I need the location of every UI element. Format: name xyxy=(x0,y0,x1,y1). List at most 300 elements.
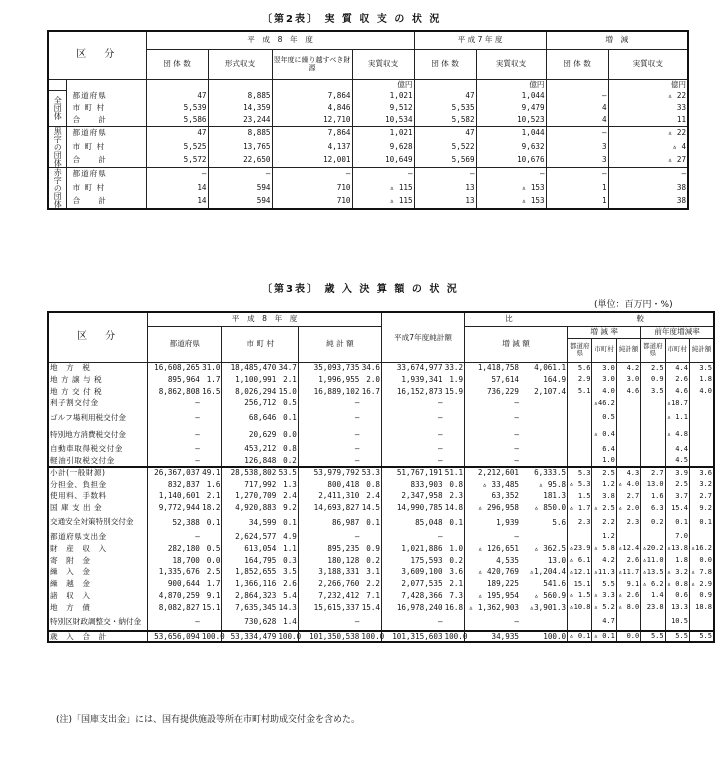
t3-cell: 1,939 xyxy=(496,517,519,527)
t3-header-zogengaku: 増 減 額 xyxy=(465,326,568,362)
t3-cell: 2.6 xyxy=(665,374,689,386)
t3-cell: 5.5 xyxy=(641,631,665,643)
t3-cell: 2.9 xyxy=(568,374,592,386)
t3-cell xyxy=(360,409,381,426)
t3-cell: ▵11.7 xyxy=(616,566,640,578)
t3-cell: 2.6 xyxy=(616,555,640,567)
t3-cell: 2.5 xyxy=(592,467,616,479)
t3-cell xyxy=(568,455,592,467)
t3-cell: 1,100,991 xyxy=(235,374,277,384)
t3-cell: — xyxy=(514,429,519,439)
t3-cell: 0.6 xyxy=(665,590,689,602)
t3-cell: 3.0 xyxy=(592,362,616,374)
t3-cell: ▵ 4.0 xyxy=(616,479,640,491)
t3-cell: 16,608,265 xyxy=(154,363,200,373)
t2-cell: 5,582 xyxy=(414,114,476,126)
t3-cell xyxy=(444,443,465,455)
t3-cell: 15.1 xyxy=(202,602,221,612)
t3-cell: 9.1 xyxy=(616,578,640,590)
t2-cell: 5,586 xyxy=(146,114,208,126)
t3-cell xyxy=(641,397,665,409)
table-row xyxy=(48,566,714,578)
table-row xyxy=(48,543,714,555)
t3-cell xyxy=(616,455,640,467)
t3-cell: 1,270,709 xyxy=(235,491,277,501)
t2-cell: 4,137 xyxy=(272,140,352,154)
t2-cell: 1,044 xyxy=(476,126,546,140)
t3-cell: — xyxy=(514,398,519,408)
t2-header-jisshitsu-zogen: 実質収支 xyxy=(608,49,688,79)
t2-row-label: 合 計 xyxy=(66,114,146,126)
t3-cell: 85,048 xyxy=(415,517,443,527)
t3-cell: ▵ 6.2 xyxy=(641,578,665,590)
t2-cell: 23,244 xyxy=(208,114,272,126)
t3-cell: ▵3,901.3 xyxy=(520,602,568,614)
t3-cell: 15.9 xyxy=(444,386,464,396)
t3-row-label: 軽油引取税交付金 xyxy=(48,455,148,467)
t3-cell: 2.1 xyxy=(444,578,465,590)
t3-cell: — xyxy=(354,532,360,542)
t2-header-dantai: 団 体 数 xyxy=(146,49,208,79)
t3-cell: 15,615,337 xyxy=(313,602,360,612)
t3-cell: 5.4 xyxy=(277,590,298,602)
t3-cell: — xyxy=(195,412,200,422)
t3-cell: 1.6 xyxy=(201,479,222,491)
table-row xyxy=(48,397,714,409)
t3-cell: 900,644 xyxy=(167,579,200,589)
t3-cell: 6.4 xyxy=(592,443,616,455)
table-row xyxy=(48,467,714,479)
t3-cell: 18,485,470 xyxy=(230,363,277,373)
t3-cell: — xyxy=(437,532,443,542)
t3-cell: 16.5 xyxy=(202,386,221,396)
t3-cell: ▵ 1.1 xyxy=(665,409,689,426)
t3-cell: ▵13.8 xyxy=(665,543,689,555)
t3-cell xyxy=(444,455,465,467)
t3-row-label: 分担金、負担金 xyxy=(48,479,148,491)
t2-row-label: 都道府県 xyxy=(66,126,146,140)
t3-cell: 16,152,873 xyxy=(396,386,443,396)
t3-cell: ▵ 195,954 xyxy=(477,591,519,601)
t3-cell: 1.5 xyxy=(568,490,592,502)
t2-cell: 13,765 xyxy=(208,140,272,154)
t2-cell: 8,885 xyxy=(208,126,272,140)
t3-cell: 2.7 xyxy=(641,467,665,479)
t2-cell: 1,044 xyxy=(476,90,546,102)
t3-cell: — xyxy=(195,429,200,439)
t3-cell: 14.3 xyxy=(278,602,297,612)
t3-cell: 20,629 xyxy=(248,429,277,439)
table-row xyxy=(48,362,714,374)
t3-cell: 282,180 xyxy=(167,543,200,553)
table-row xyxy=(48,386,714,398)
t2-cell: 4,846 xyxy=(272,102,352,114)
t3-cell: 4.4 xyxy=(665,443,689,455)
t3-cell: 0.1 xyxy=(201,514,222,531)
t3-cell: ▵ 0.1 xyxy=(568,631,592,643)
t2-cell: 33 xyxy=(608,102,688,114)
t2-cell: 12,001 xyxy=(272,153,352,167)
t3-cell xyxy=(616,409,640,426)
t2-cell: 12,710 xyxy=(272,114,352,126)
t3-cell: 4.6 xyxy=(665,386,689,398)
t2-cell: 47 xyxy=(146,126,208,140)
t3-cell: 86,987 xyxy=(331,517,360,527)
t3-cell: 18,700 xyxy=(172,555,200,565)
t3-cell: 5.5 xyxy=(689,631,714,643)
t3-cell: 13.0 xyxy=(641,479,665,491)
t3-header-muni: 市 町 村 xyxy=(222,326,298,362)
t3-cell: 35,093,735 xyxy=(313,363,360,373)
t2-header-kubun: 区 分 xyxy=(48,31,146,79)
t3-cell: 7,635,345 xyxy=(235,602,277,612)
table-row xyxy=(48,555,714,567)
t3-cell: ▵ 33,485 xyxy=(482,479,519,489)
t3-cell: 2.1 xyxy=(277,374,298,386)
t3-cell: 5.3 xyxy=(568,467,592,479)
t3-cell xyxy=(444,614,465,631)
t3-cell: — xyxy=(354,444,360,454)
t3-cell: 53,334,479 xyxy=(222,631,277,643)
t3-cell xyxy=(641,455,665,467)
t3-cell xyxy=(568,531,592,543)
t3-cell: 3,188,331 xyxy=(318,567,360,577)
t3-cell xyxy=(201,426,222,443)
t3-cell: 0.5 xyxy=(592,409,616,426)
t2-cell: 10,534 xyxy=(352,114,414,126)
t3-cell: 2,411,310 xyxy=(318,491,360,501)
t2-cell: — xyxy=(476,167,546,181)
t3-row-label: 地 方 税 xyxy=(48,362,148,374)
t3-row-label: 交通安全対策特別交付金 xyxy=(48,514,148,531)
t2-header-jisshitsu: 実質収支 xyxy=(352,49,414,79)
t3-cell: 100.0 xyxy=(201,631,225,641)
t3-cell: 100.0 xyxy=(520,631,568,643)
t3-cell: ▵13.5 xyxy=(641,566,665,578)
t3-cell: 15.1 xyxy=(568,578,592,590)
t3-cell: 14.8 xyxy=(444,503,464,513)
t3-cell: 1.8 xyxy=(689,374,714,386)
t3-cell: 8,862,808 xyxy=(158,386,200,396)
table-row xyxy=(48,181,688,195)
t3-cell: 7.1 xyxy=(360,590,381,602)
t3-row-label: 繰 越 金 xyxy=(48,578,148,590)
t3-cell: 3.8 xyxy=(592,490,616,502)
t3-cell: — xyxy=(195,398,200,408)
t3-cell: ▵ 1,362,903 xyxy=(468,602,519,612)
t3-cell: 4.0 xyxy=(592,386,616,398)
t3-cell: ▵ 95.8 xyxy=(520,479,568,491)
t2-cell: 5,525 xyxy=(146,140,208,154)
t2-cell: 710 xyxy=(272,195,352,209)
t3-cell xyxy=(360,426,381,443)
t3-cell: 16.8 xyxy=(444,602,464,612)
t3-cell: 2.5 xyxy=(641,362,665,374)
t3-cell xyxy=(641,409,665,426)
t2-cell: 710 xyxy=(272,181,352,195)
t2-cell: — xyxy=(352,167,414,181)
t3-cell: ▵ 3.3 xyxy=(592,590,616,602)
t2-cell: 1 xyxy=(546,181,608,195)
t3-cell xyxy=(568,443,592,455)
t3-cell: 15.0 xyxy=(278,386,297,396)
t3-cell xyxy=(201,409,222,426)
t3-cell: 3.2 xyxy=(689,479,714,491)
t3-cell: 53,979,792 xyxy=(298,467,360,479)
t3-cell: 9,772,944 xyxy=(158,503,200,513)
t3-cell: 1.0 xyxy=(444,543,465,555)
t3-row-label: 寄 附 金 xyxy=(48,555,148,567)
t3-cell: 13.0 xyxy=(520,555,568,567)
t3-cell: — xyxy=(195,616,200,626)
t3-cell: ▵ 4.8 xyxy=(665,426,689,443)
t3-cell: 2.1 xyxy=(201,490,222,502)
t3-cell: 5.6 xyxy=(568,362,592,374)
t2-cell: 3 xyxy=(546,153,608,167)
t2-header-dantai-h7: 団 体 数 xyxy=(414,49,476,79)
t2-header-dantai-zogen: 団 体 数 xyxy=(546,49,608,79)
t3-cell: ▵12.4 xyxy=(616,543,640,555)
table3-note: (注)「国庫支出金」には、国有提供施設等所在市町村助成交付金を含めた。 xyxy=(56,715,361,725)
t3-cell xyxy=(641,614,665,631)
t3-cell: ▵ 362.5 xyxy=(520,543,568,555)
t3-header-pref: 都道府県 xyxy=(148,326,222,362)
t3-cell xyxy=(689,455,714,467)
t3-cell: 736,229 xyxy=(486,386,519,396)
t3-cell: 53.5 xyxy=(278,468,297,478)
t2-cell: 14 xyxy=(146,181,208,195)
t3-cell: ▵ 850.0 xyxy=(520,502,568,514)
t3-cell: 33.2 xyxy=(444,363,464,373)
t3-cell: ▵ 2.0 xyxy=(616,502,640,514)
t3-cell: 0.8 xyxy=(360,479,381,491)
t3-cell xyxy=(616,531,640,543)
t3-cell xyxy=(520,455,568,467)
t3-cell: 1,418,758 xyxy=(477,363,519,373)
t3-cell: 2,077,535 xyxy=(401,579,443,589)
t3-cell: 453,212 xyxy=(244,444,277,454)
t2-cell: ▵ 4 xyxy=(608,140,688,154)
t3-cell xyxy=(616,443,640,455)
table3 xyxy=(47,311,715,643)
t3-cell: 717,992 xyxy=(244,479,277,489)
table3-title: 〔第3表〕 歳 入 決 算 額 の 状 況 xyxy=(262,284,459,295)
t2-cell: ▵ 115 xyxy=(352,195,414,209)
t3-cell: 2.4 xyxy=(360,490,381,502)
t3-cell: 0.0 xyxy=(689,555,714,567)
t3-cell: 9.2 xyxy=(277,502,298,514)
t3-row-label: 国 庫 支 出 金 xyxy=(48,502,148,514)
t3-cell: 16.7 xyxy=(361,386,380,396)
t3-cell: 10.5 xyxy=(665,614,689,631)
t3-cell: 31.0 xyxy=(202,363,221,373)
t3-cell: 4.2 xyxy=(616,362,640,374)
t2-unit-cell xyxy=(146,79,208,90)
t3-cell xyxy=(689,614,714,631)
t3-cell xyxy=(444,409,465,426)
t2-cell: 14,359 xyxy=(208,102,272,114)
t3-cell: 3.0 xyxy=(592,374,616,386)
t2-unit-cell xyxy=(272,79,352,90)
t2-cell: ▵ 22 xyxy=(608,90,688,102)
table-row xyxy=(48,531,714,543)
t3-row-label: 地 方 交 付 税 xyxy=(48,386,148,398)
t2-row-label: 市 町 村 xyxy=(66,102,146,114)
t3-cell: 2.0 xyxy=(360,374,381,386)
t2-row-label: 市 町 村 xyxy=(66,140,146,154)
t2-row-label: 都道府県 xyxy=(66,90,146,102)
t3-cell: 4,870,259 xyxy=(158,591,200,601)
table-row xyxy=(48,479,714,491)
t2-cell: 9,479 xyxy=(476,102,546,114)
t3-cell: 1,021,886 xyxy=(401,543,443,553)
t3-cell: ▵ 8.0 xyxy=(616,602,640,614)
t3-cell: 0.9 xyxy=(641,374,665,386)
t3-cell: ▵ 1.5 xyxy=(568,590,592,602)
t3-cell xyxy=(444,397,465,409)
t3-cell: 3.1 xyxy=(360,566,381,578)
t3-header-zennendo: 前年度増減率 xyxy=(641,326,714,338)
table-row xyxy=(48,631,714,643)
t2-row-label: 都道府県 xyxy=(66,167,146,181)
t3-cell: 7,428,366 xyxy=(401,591,443,601)
t3-cell: ▵12.1 xyxy=(568,566,592,578)
t3-cell: 2,864,323 xyxy=(235,591,277,601)
t2-cell: 4 xyxy=(546,114,608,126)
t3-cell: 6.3 xyxy=(641,502,665,514)
t3-cell: ▵20.2 xyxy=(641,543,665,555)
t3-cell: 4,535 xyxy=(496,555,519,565)
table-row xyxy=(48,426,714,443)
t3-cell: — xyxy=(195,455,200,465)
t3-cell: 14,990,785 xyxy=(396,503,443,513)
t3-cell: 3.6 xyxy=(444,566,465,578)
t2-cell: 22,650 xyxy=(208,153,272,167)
t3-cell: 2,107.4 xyxy=(520,386,568,398)
t3-cell xyxy=(201,455,222,467)
t3-cell: 3.5 xyxy=(689,362,714,374)
t3-cell: ▵ 1.7 xyxy=(568,502,592,514)
t2-cell: — xyxy=(414,167,476,181)
t3-cell: 2.5 xyxy=(201,566,222,578)
t3-cell: 15.4 xyxy=(361,602,380,612)
t3-row-label: 小計(一般財源) xyxy=(48,467,148,479)
t3-cell xyxy=(689,531,714,543)
t3-cell: 256,712 xyxy=(244,398,277,408)
t3-cell: 7.3 xyxy=(444,590,465,602)
t3-header-hi: 比 xyxy=(465,312,617,326)
t3-cell: 7.0 xyxy=(665,531,689,543)
t3-cell: ▵ 0.8 xyxy=(665,578,689,590)
t3-row-label: 都道府県支出金 xyxy=(48,531,148,543)
t2-unit-cell: 億円 xyxy=(476,79,546,90)
t3-cell xyxy=(689,443,714,455)
t3-cell xyxy=(444,531,465,543)
t3-cell: ▵ 420,769 xyxy=(477,567,519,577)
t3-cell: 28,538,802 xyxy=(222,467,277,479)
t3-cell: 0.0 xyxy=(201,555,222,567)
table-row xyxy=(48,614,714,631)
t2-group-label: 赤字の団体 xyxy=(48,167,66,209)
t2-cell: 14 xyxy=(146,195,208,209)
t2-cell: ▵ 153 xyxy=(476,195,546,209)
table-row xyxy=(48,153,688,167)
t3-cell: 4.4 xyxy=(665,362,689,374)
t2-cell: — xyxy=(546,167,608,181)
t3-cell: 2.5 xyxy=(665,479,689,491)
t2-cell: ▵ 22 xyxy=(608,126,688,140)
table-row xyxy=(48,195,688,209)
t3-cell: 2.3 xyxy=(616,514,640,531)
t3-cell xyxy=(568,397,592,409)
table-row xyxy=(48,502,714,514)
t3-header-rate-pref: 都道府県 xyxy=(568,338,592,362)
t3-cell xyxy=(641,426,665,443)
t3-cell: 3.6 xyxy=(689,467,714,479)
table-row xyxy=(48,102,688,114)
t3-cell xyxy=(616,426,640,443)
table-row xyxy=(48,167,688,181)
t3-cell: 34.6 xyxy=(361,363,380,373)
t3-cell: 100.0 xyxy=(361,631,385,641)
t2-cell: 38 xyxy=(608,181,688,195)
t3-cell: — xyxy=(354,412,360,422)
t3-cell: 5.1 xyxy=(568,386,592,398)
t3-row-label: 特別区財政調整交・納付金 xyxy=(48,614,148,631)
t2-header-zogen: 増 減 xyxy=(546,31,688,49)
t2-cell: — xyxy=(208,167,272,181)
t3-cell: 3.7 xyxy=(665,490,689,502)
t3-header-prev-muni: 市町村 xyxy=(665,338,689,362)
t2-cell: 9,632 xyxy=(476,140,546,154)
t3-cell: 3.0 xyxy=(616,374,640,386)
t3-row-label: 諸 収 入 xyxy=(48,590,148,602)
t3-cell: 613,054 xyxy=(244,543,277,553)
t3-cell: ▵ 6.1 xyxy=(568,555,592,567)
t3-header-net: 純 計 額 xyxy=(298,326,381,362)
t3-cell: 126,848 xyxy=(244,455,277,465)
t3-cell: 0.1 xyxy=(689,514,714,531)
t3-row-label: 歳 入 合 計 xyxy=(48,631,148,643)
t3-cell xyxy=(520,443,568,455)
t3-cell: 100.0 xyxy=(444,631,468,641)
t2-cell: — xyxy=(546,90,608,102)
t2-cell: — xyxy=(546,126,608,140)
t3-cell: 175,593 xyxy=(410,555,443,565)
t3-cell: 189,225 xyxy=(486,579,519,589)
t3-cell: ▵18.7 xyxy=(665,397,689,409)
t3-cell xyxy=(641,531,665,543)
t3-cell: 52,388 xyxy=(172,517,200,527)
t2-group-label: 黒字の団体 xyxy=(48,126,66,167)
t2-cell: ▵ 27 xyxy=(608,153,688,167)
t2-cell: 10,676 xyxy=(476,153,546,167)
t2-cell: 594 xyxy=(208,181,272,195)
t3-cell: 8,026,294 xyxy=(235,386,277,396)
t3-row-label: 使用料、手数料 xyxy=(48,490,148,502)
t3-cell: 1.7 xyxy=(201,578,222,590)
table2 xyxy=(47,30,689,210)
t3-cell xyxy=(689,397,714,409)
t2-unit-cell: 億円 xyxy=(608,79,688,90)
t3-cell xyxy=(201,443,222,455)
table-row xyxy=(48,490,714,502)
t3-cell: 3.5 xyxy=(641,386,665,398)
t3-cell: 2,212,601 xyxy=(465,467,520,479)
t3-cell: — xyxy=(354,455,360,465)
t3-cell: ▵ 5.8 xyxy=(592,543,616,555)
t2-header-jisshitsu-h7: 実質収支 xyxy=(476,49,546,79)
